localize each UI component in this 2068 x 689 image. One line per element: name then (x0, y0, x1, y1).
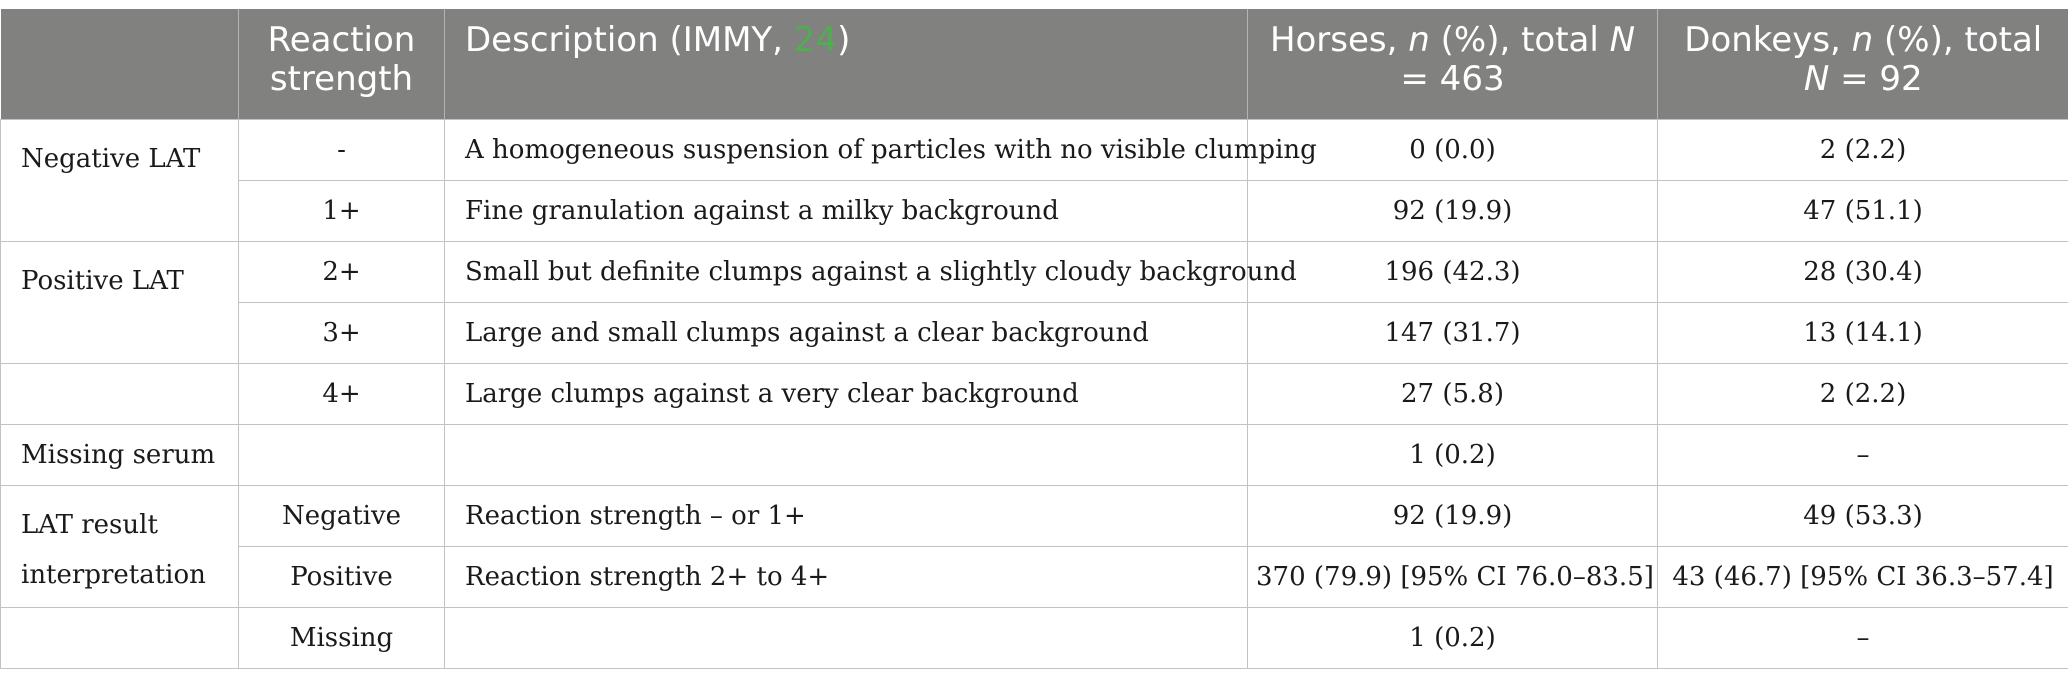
group-missing-serum: Missing serum (1, 424, 239, 485)
horses-cell: 370 (79.9) [95% CI 76.0–83.5] (1248, 546, 1658, 607)
horses-cell: 0 (0.0) (1248, 119, 1658, 180)
header-horses-post: = 463 (1400, 59, 1505, 99)
reaction-strength-cell: 2+ (239, 241, 445, 302)
group-positive-lat: Positive LAT (1, 241, 239, 363)
donkeys-cell: 43 (46.7) [95% CI 36.3–57.4] (1658, 546, 2068, 607)
reaction-strength-cell: 4+ (239, 363, 445, 424)
header-horses-mid: (%), total (1429, 20, 1610, 60)
table-row (1, 302, 2068, 363)
reaction-strength-cell: 3+ (239, 302, 445, 363)
donkeys-cell: 2 (2.2) (1658, 119, 2068, 180)
header-horses (1248, 9, 1658, 119)
description-cell: Reaction strength 2+ to 4+ (445, 546, 1248, 607)
header-description-text: Description (IMMY, (465, 20, 794, 60)
citation-link[interactable]: 24 (793, 20, 838, 60)
horses-cell: 196 (42.3) (1248, 241, 1658, 302)
reaction-strength-cell: Positive (239, 546, 445, 607)
donkeys-cell: – (1658, 607, 2068, 668)
table-header (1, 9, 2068, 119)
header-reaction-strength: Reaction strength (239, 9, 445, 119)
header-horses-pre: Horses, (1269, 20, 1409, 60)
donkeys-cell: 47 (51.1) (1658, 180, 2068, 241)
reaction-strength-cell: Missing (239, 607, 445, 668)
description-cell: Reaction strength – or 1+ (445, 485, 1248, 546)
reaction-strength-cell: 1+ (239, 180, 445, 241)
group-empty (1, 607, 239, 668)
reaction-strength-cell (239, 424, 445, 485)
horses-cell: 1 (0.2) (1248, 424, 1658, 485)
header-donkeys-N: N (1803, 59, 1830, 99)
table-row (1, 607, 2068, 668)
header-donkeys-post: = 92 (1829, 59, 1923, 99)
header-row (1, 9, 2068, 119)
horses-cell: 92 (19.9) (1248, 180, 1658, 241)
table-row (1, 363, 2068, 424)
table-row (1, 485, 2068, 546)
table-body (1, 119, 2068, 668)
reaction-strength-cell: Negative (239, 485, 445, 546)
results-table-container (0, 9, 2068, 669)
donkeys-cell: 13 (14.1) (1658, 302, 2068, 363)
header-donkeys (1658, 9, 2068, 119)
description-cell: Large clumps against a very clear background (445, 363, 1248, 424)
lat-results-table (0, 9, 2068, 669)
header-group (1, 9, 239, 119)
header-horses-N: N (1609, 20, 1636, 60)
group-empty (1, 363, 239, 424)
table-row (1, 546, 2068, 607)
donkeys-cell: – (1658, 424, 2068, 485)
header-donkeys-n: n (1851, 20, 1874, 60)
description-cell: Fine granulation against a milky background (445, 180, 1248, 241)
description-cell: Large and small clumps against a clear background (445, 302, 1248, 363)
horses-cell: 147 (31.7) (1248, 302, 1658, 363)
description-cell: Small but definite clumps against a slightly cloudy background (445, 241, 1248, 302)
reaction-strength-cell: - (239, 119, 445, 180)
table-row (1, 119, 2068, 180)
description-cell: A homogeneous suspension of particles with no visible clumping (445, 119, 1248, 180)
group-lat-interpretation: LAT result interpretation (1, 485, 239, 607)
description-cell (445, 424, 1248, 485)
horses-cell: 92 (19.9) (1248, 485, 1658, 546)
header-donkeys-pre: Donkeys, (1684, 20, 1852, 60)
horses-cell: 1 (0.2) (1248, 607, 1658, 668)
header-description (445, 9, 1248, 119)
table-row (1, 241, 2068, 302)
table-row (1, 180, 2068, 241)
header-horses-n: n (1408, 20, 1430, 60)
donkeys-cell: 2 (2.2) (1658, 363, 2068, 424)
header-donkeys-mid: (%), total (1873, 20, 2043, 60)
donkeys-cell: 28 (30.4) (1658, 241, 2068, 302)
header-description-close: ) (837, 20, 851, 60)
donkeys-cell: 49 (53.3) (1658, 485, 2068, 546)
description-cell (445, 607, 1248, 668)
group-negative-lat: Negative LAT (1, 119, 239, 241)
horses-cell: 27 (5.8) (1248, 363, 1658, 424)
table-row (1, 424, 2068, 485)
